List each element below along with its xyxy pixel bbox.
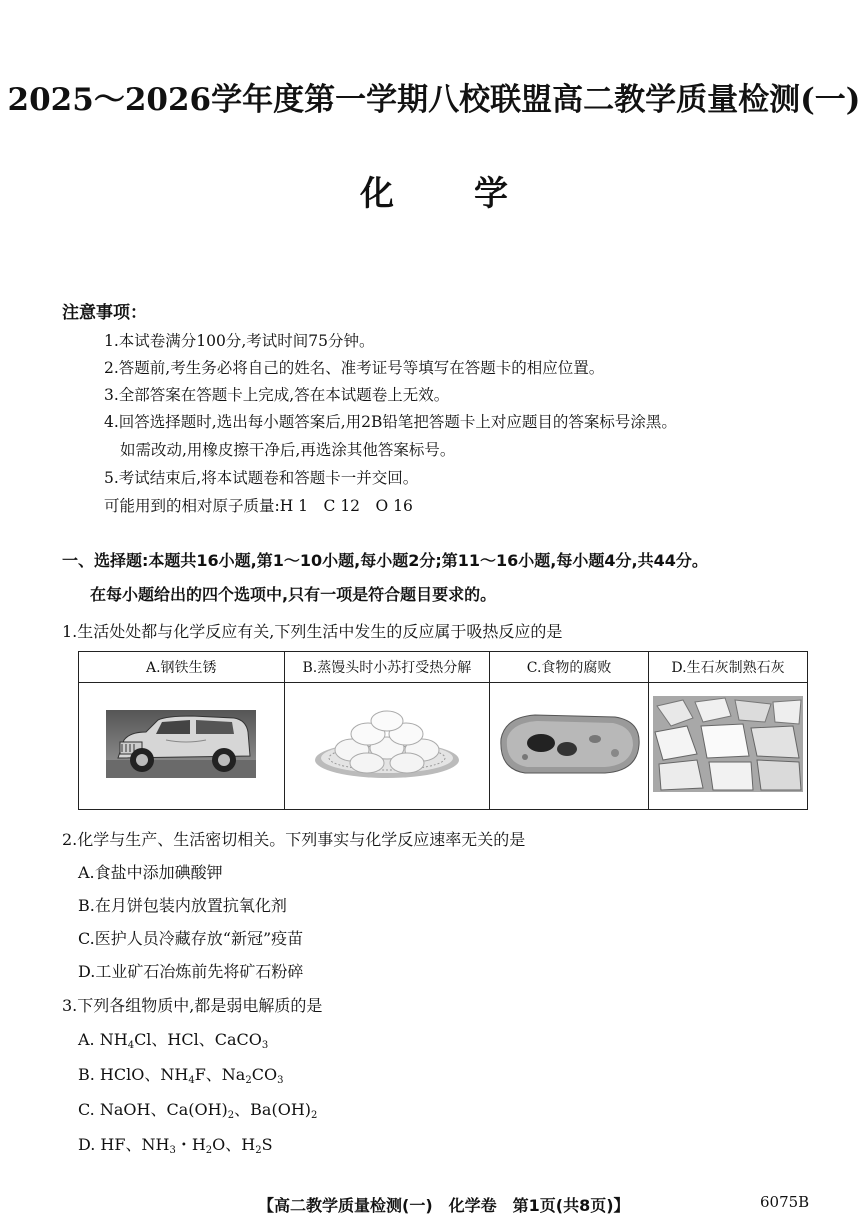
- question-2-option-d: D.工业矿石冶炼前先将矿石粉碎: [78, 962, 304, 981]
- formula-text: O、H: [212, 1135, 256, 1154]
- subscript: 2: [255, 1145, 262, 1156]
- subscript: 3: [277, 1075, 284, 1086]
- quicklime-image: [653, 696, 803, 792]
- question-2-option-a: A.食盐中添加碘酸钾: [78, 863, 223, 882]
- notice-item: 5.考试结束后,将本试题卷和答题卡一并交回。: [104, 469, 419, 487]
- exam-title: 2025～2026学年度第一学期八校联盟高二教学质量检测(一): [7, 82, 861, 118]
- subscript: 2: [227, 1110, 235, 1121]
- steamed-buns-image: [312, 708, 462, 780]
- section-subheading: 在每小题给出的四个选项中,只有一项是符合题目要求的。: [90, 585, 497, 604]
- subscript: 2: [245, 1075, 252, 1086]
- question-3-option-c: [78, 1097, 317, 1121]
- formula-text: CO: [251, 1065, 278, 1084]
- question-3-option-a: [78, 1027, 268, 1051]
- exam-code: 6075B: [760, 1193, 810, 1211]
- option-b-label: B.蒸馒头时小苏打受热分解: [284, 652, 490, 683]
- formula-text: A. NH: [78, 1030, 128, 1049]
- formula-text: S: [261, 1135, 273, 1154]
- option-a-label: A.钢铁生锈: [79, 652, 285, 683]
- section-heading: 一、选择题:本题共16小题,第1～10小题,每小题2分;第11～16小题,每小题4分,共44分。: [62, 551, 708, 570]
- notice-item: 1.本试卷满分100分,考试时间75分钟。: [104, 332, 375, 350]
- atomic-mass-note: 可能用到的相对原子质量:H 1 C 12 O 16: [104, 497, 413, 515]
- question-3-option-b: [78, 1062, 283, 1086]
- option-d-label: D.生石灰制熟石灰: [649, 652, 808, 683]
- option-b-image-cell: [284, 683, 490, 810]
- subscript: 2: [205, 1145, 213, 1156]
- question-2-option-b: B.在月饼包装内放置抗氧化剂: [78, 896, 287, 915]
- option-c-image-cell: [490, 683, 649, 810]
- option-a-image-cell: [79, 683, 285, 810]
- subscript: 3: [169, 1145, 176, 1156]
- page-footer: 【高二教学质量检测(一) 化学卷 第1页(共8页)】: [258, 1196, 630, 1215]
- question-2-option-c: C.医护人员冷藏存放“新冠”疫苗: [78, 929, 304, 948]
- formula-text: D. HF、NH: [78, 1135, 170, 1154]
- question-1-stem: 1.生活处处都与化学反应有关,下列生活中发生的反应属于吸热反应的是: [62, 622, 563, 641]
- subscript: 3: [261, 1040, 269, 1051]
- formula-text: C. NaOH、Ca(OH): [78, 1100, 228, 1119]
- subscript: 4: [127, 1040, 135, 1051]
- question-3-stem: 3.下列各组物质中,都是弱电解质的是: [62, 996, 323, 1015]
- notice-item-continuation: 如需改动,用橡皮擦干净后,再选涂其他答案标号。: [120, 441, 456, 459]
- subject-title: 化学: [360, 174, 588, 214]
- option-c-label: C.食物的腐败: [490, 652, 649, 683]
- formula-text: 、Ba(OH): [234, 1100, 312, 1119]
- rusty-car-image: [106, 710, 256, 778]
- option-d-image-cell: [649, 683, 808, 810]
- question-1-table: [78, 651, 808, 810]
- formula-text: Cl、HCl、CaCO: [134, 1030, 262, 1049]
- notice-item: 4.回答选择题时,选出每小题答案后,用2B铅笔把答题卡上对应题目的答案标号涂黑。: [104, 413, 677, 431]
- question-2-stem: 2.化学与生产、生活密切相关。下列事实与化学反应速率无关的是: [62, 830, 526, 849]
- formula-text: ・H: [175, 1135, 206, 1154]
- notice-item: 3.全部答案在答题卡上完成,答在本试题卷上无效。: [104, 386, 450, 404]
- formula-text: F、Na: [194, 1065, 246, 1084]
- rotten-bread-image: [495, 709, 643, 779]
- formula-text: B. HClO、NH: [78, 1065, 189, 1084]
- subscript: 4: [188, 1075, 195, 1086]
- question-3-option-d: [78, 1132, 273, 1156]
- notice-item: 2.答题前,考生务必将自己的姓名、准考证号等填写在答题卡的相应位置。: [104, 359, 605, 377]
- subscript: 2: [311, 1110, 318, 1121]
- notice-title: 注意事项：: [62, 303, 147, 323]
